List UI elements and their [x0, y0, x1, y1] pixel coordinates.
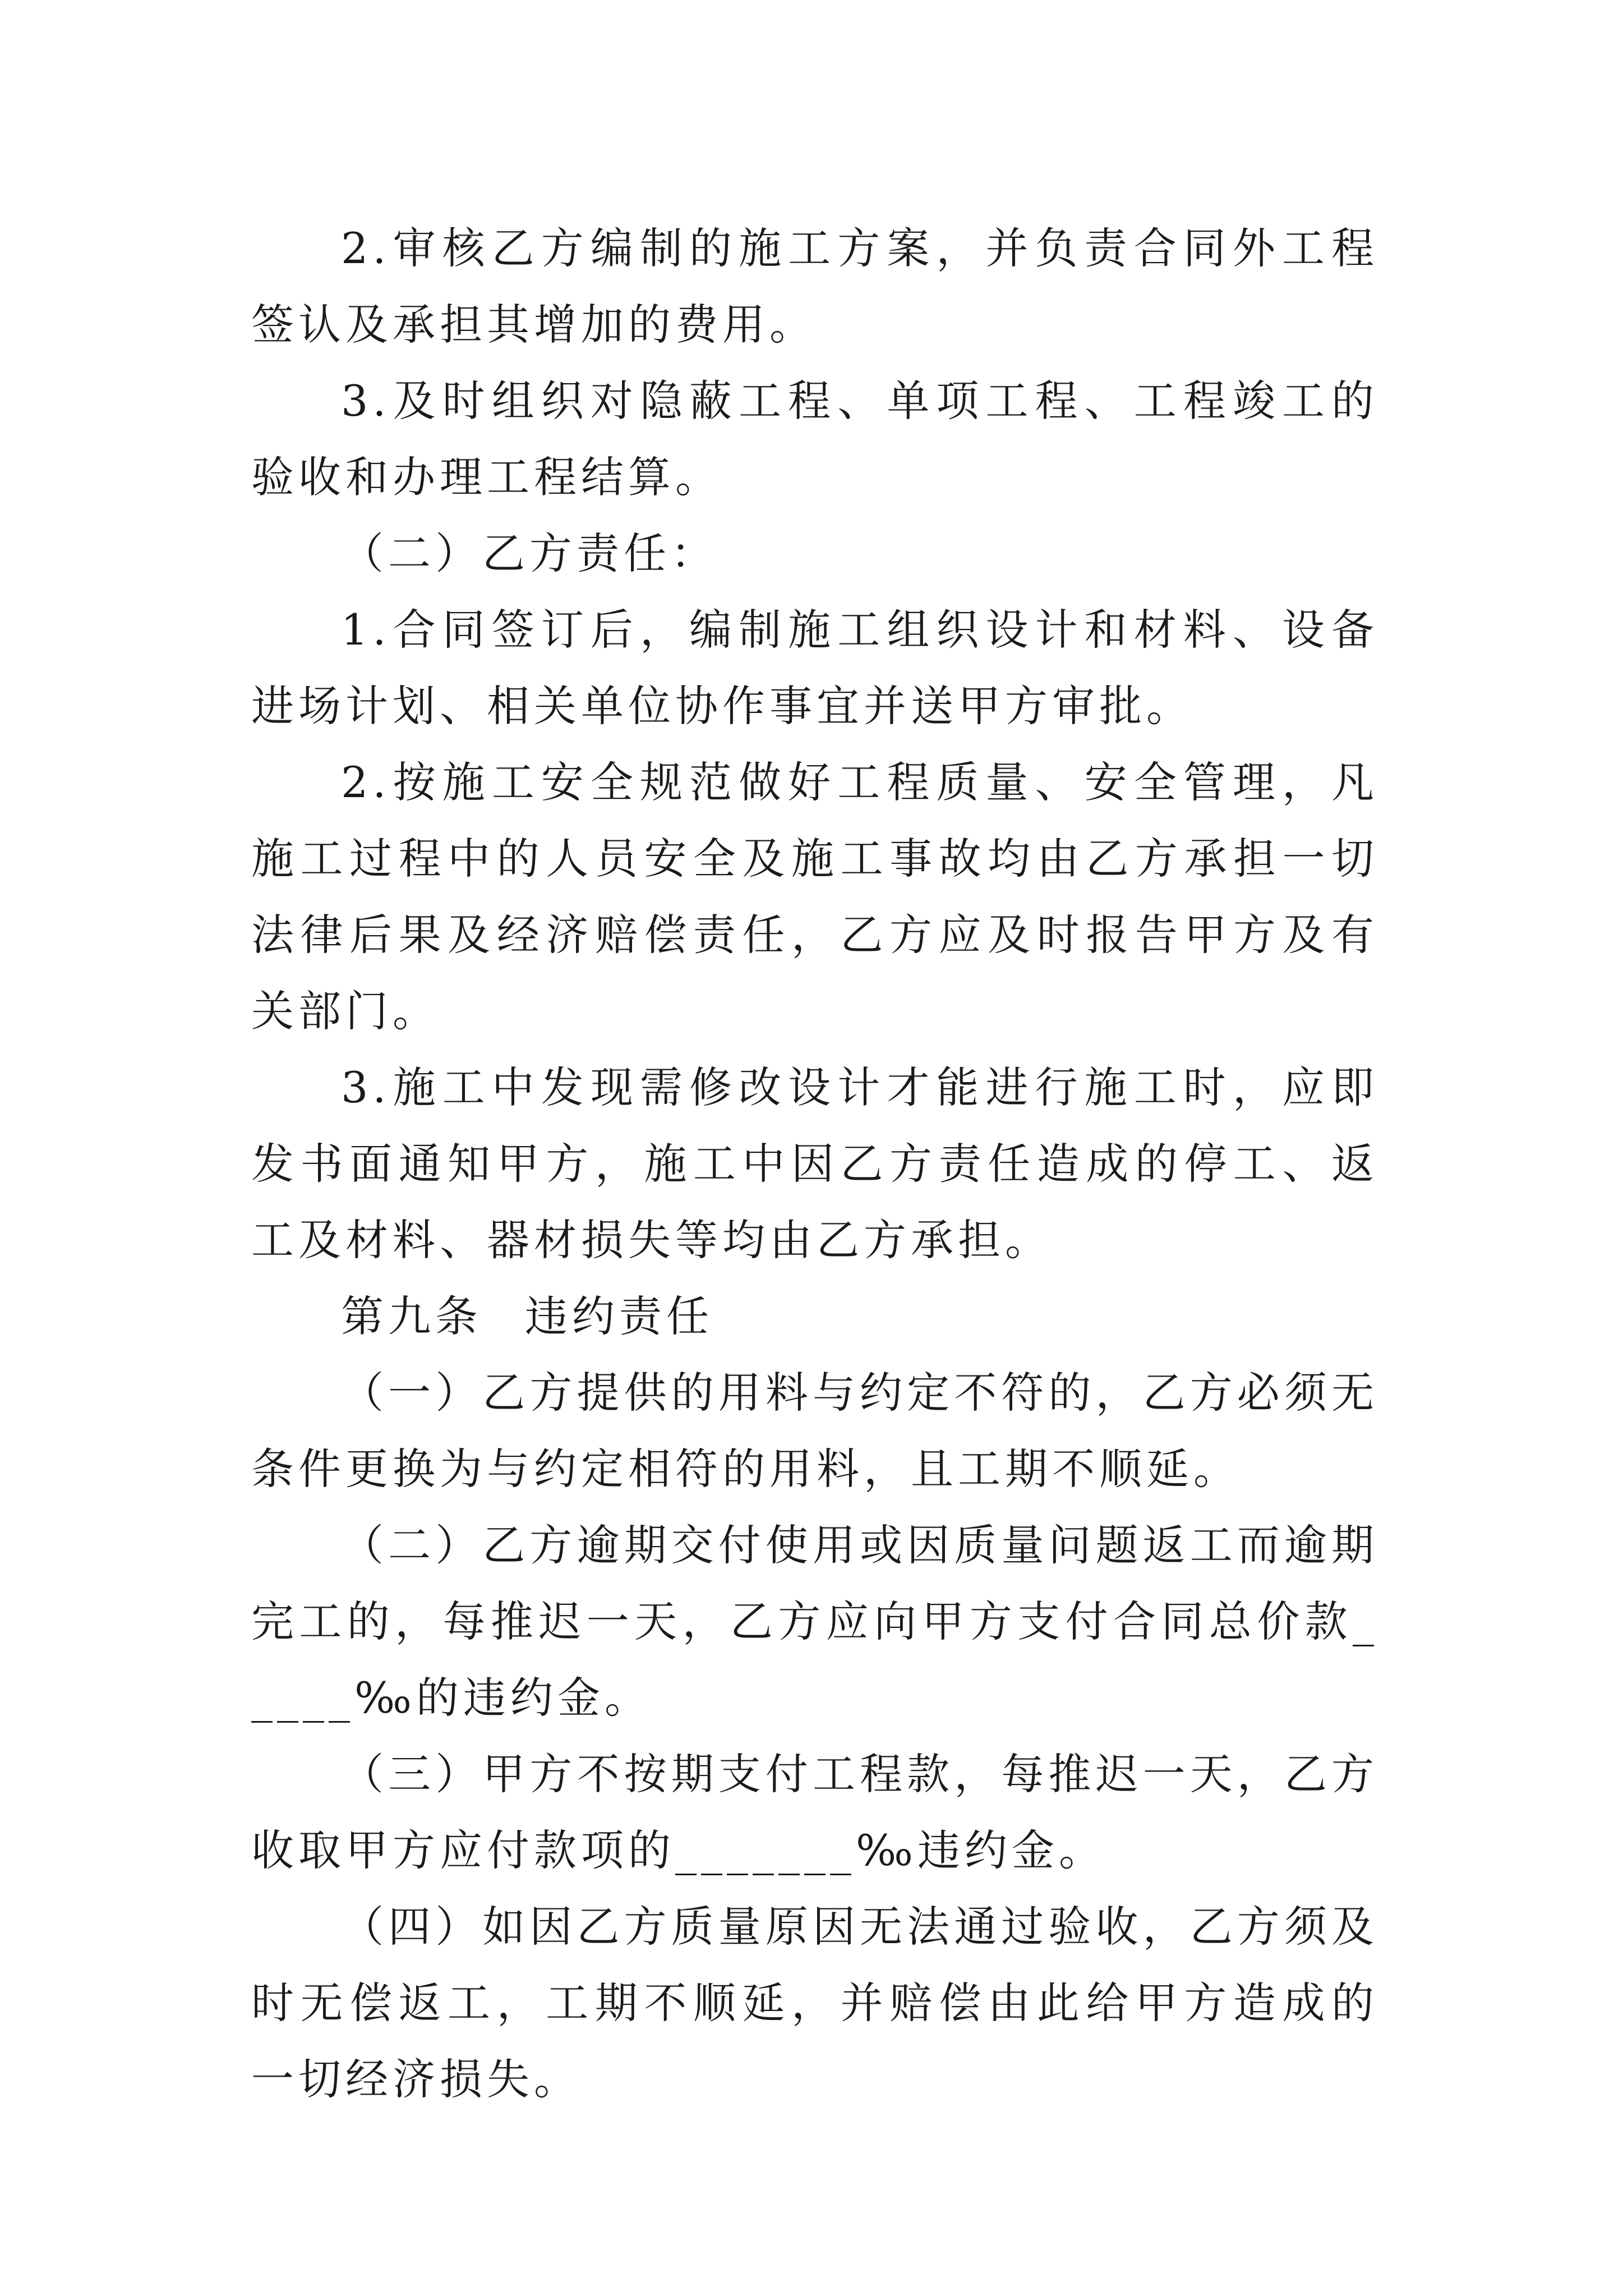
breach-clause-1: （一）乙方提供的用料与约定不符的，乙方必须无条件更换为与约定相符的用料，且工期不顺延。	[251, 1368, 1378, 1494]
breach-clause-3: （三）甲方不按期支付工程款，每推迟一天，乙方收取甲方应付款项的_______‰违约金。	[251, 1749, 1378, 1875]
section-yi-responsibility: （二）乙方责任：	[341, 528, 718, 578]
document-body	[251, 210, 1378, 2118]
article-number: 第九条	[341, 1291, 482, 1341]
clause-yi-3: 3.施工中发现需修改设计才能进行施工时，应即发书面通知甲方，施工中因乙方责任造成的停工、返工及材料、器材损失等均由乙方承担。	[251, 1062, 1378, 1265]
clause-yi-1: 1.合同签订后，编制施工组织设计和材料、设备进场计划、相关单位协作事宜并送甲方审批。	[251, 605, 1378, 731]
breach-clause-2: （二）乙方逾期交付使用或因质量问题返工而逾期完工的，每推迟一天，乙方应向甲方支付合同总价款_____‰的违约金。	[251, 1520, 1378, 1723]
article-title: 违约责任	[525, 1291, 713, 1341]
breach-clause-4: （四）如因乙方质量原因无法通过验收，乙方须及时无偿返工，工期不顺延，并赔偿由此给甲方造成的一切经济损失。	[251, 1902, 1378, 2104]
article-heading	[251, 1278, 1378, 1355]
clause-jia-3: 3.及时组织对隐蔽工程、单项工程、工程竣工的验收和办理工程结算。	[251, 376, 1378, 502]
clause-jia-2: 2.审核乙方编制的施工方案，并负责合同外工程签认及承担其增加的费用。	[251, 223, 1378, 349]
clause-yi-2: 2.按施工安全规范做好工程质量、安全管理，凡施工过程中的人员安全及施工事故均由乙方承担一切法律后果及经济赔偿责任，乙方应及时报告甲方及有关部门。	[251, 757, 1378, 1036]
